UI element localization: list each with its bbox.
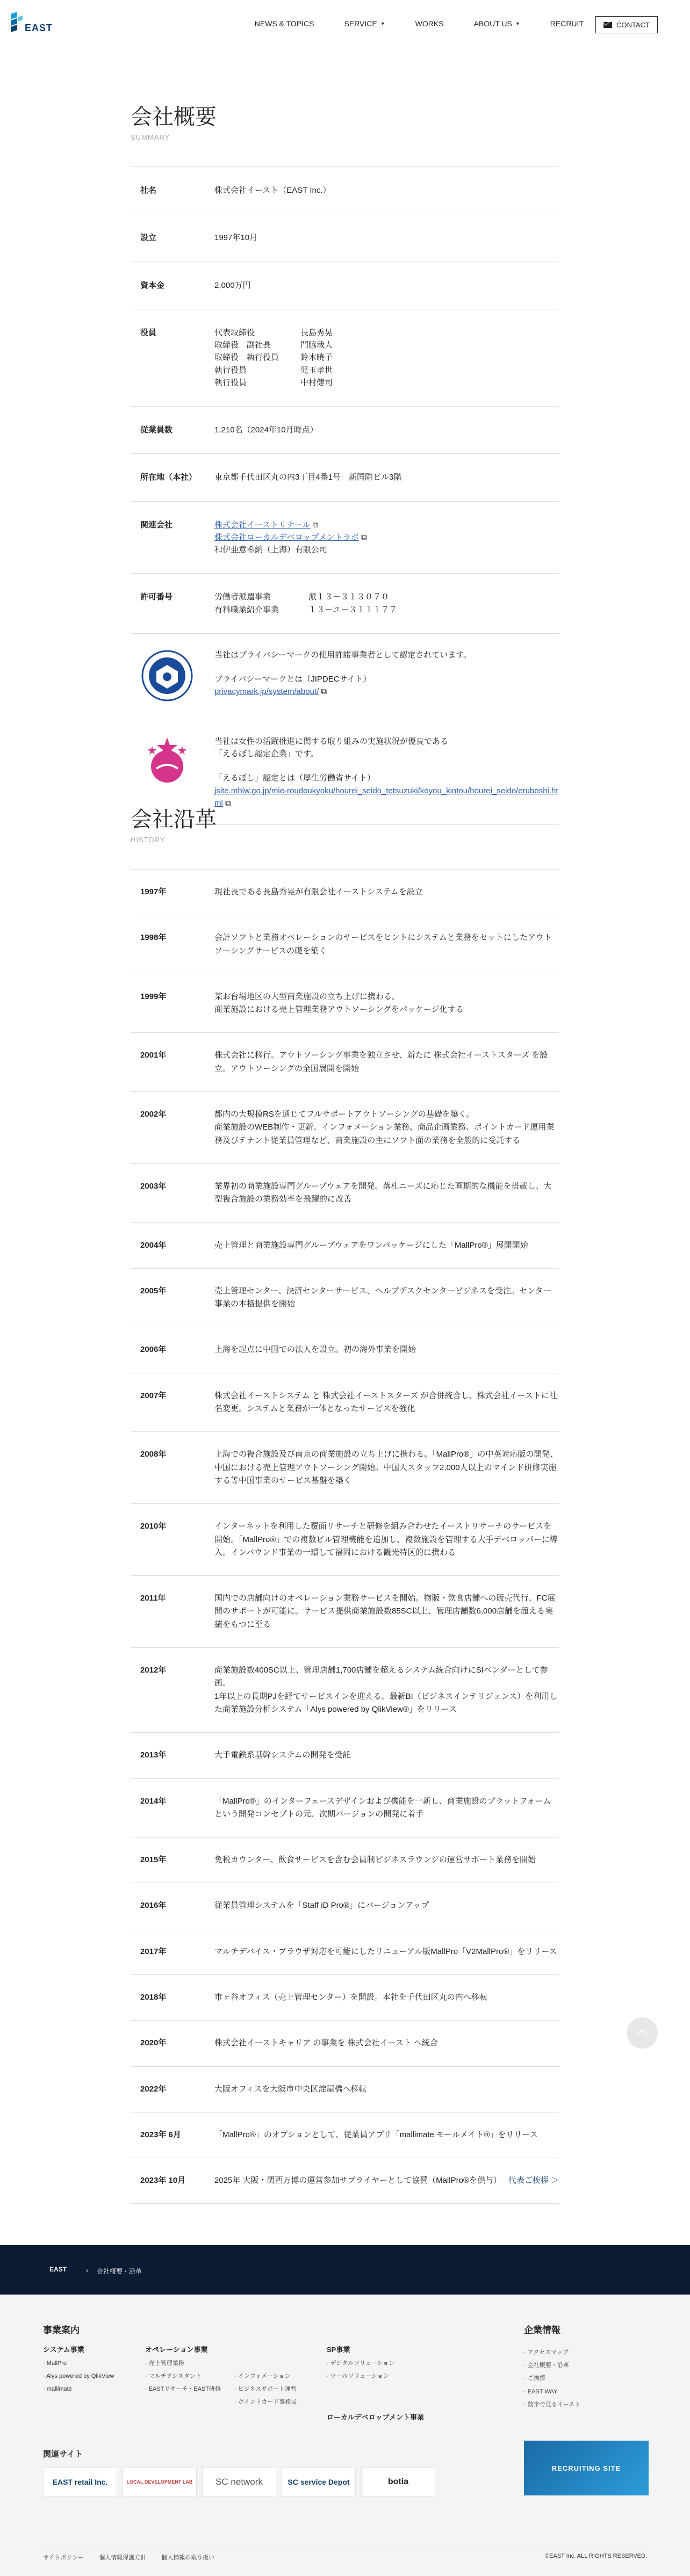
footer-link[interactable]: · 会社概要・沿革 — [524, 2362, 569, 2369]
nav-news[interactable] — [240, 19, 329, 28]
history-row — [131, 2021, 559, 2066]
history-row — [131, 1432, 559, 1504]
history-row — [131, 1327, 559, 1373]
table-row — [131, 574, 559, 634]
history-row — [131, 1223, 559, 1269]
nav-about[interactable] — [459, 19, 535, 28]
row-label: 所在地（本社） — [140, 473, 197, 482]
history-row — [131, 2158, 559, 2204]
local-dev-lab-logo[interactable]: LOCAL DEVELOPMENT LAB — [123, 2468, 197, 2497]
history-text: 大阪オフィスを大阪市中央区淀屋橋へ移転 — [214, 2084, 367, 2094]
table-row — [131, 502, 559, 574]
footer-link[interactable]: · ポイントカード事務局 — [234, 2399, 297, 2406]
company-list — [524, 2346, 580, 2411]
footer-logo[interactable]: EAST — [49, 2266, 67, 2273]
summary-subtitle: SUMMARY — [131, 133, 170, 141]
footer-link[interactable]: · インフォメーション — [234, 2373, 291, 2379]
privacymark-desc: 当社はプライバシーマークの使用許諾事業者として認定されています。 — [214, 650, 472, 660]
row-label: 関連会社 — [140, 520, 173, 530]
external-link-icon: ⧉ — [361, 532, 367, 542]
footer-link[interactable]: · デジタルソリューション — [327, 2360, 395, 2367]
caret-down-icon: ▼ — [515, 21, 520, 26]
officers-list — [214, 327, 559, 389]
license-type: 労働者派遣事業 — [214, 592, 271, 602]
privacymark-text — [214, 649, 559, 705]
history-text: 都内の大規模RSを通じてフルサポートアウトソーシングの基礎を築く。 商業施設のWEB制作・更新、インフォメーション業務、商品企画業務、ポイントカード運用業務及びテナント従業員管理など、商業施設の主にソフト面の業務を全般的に受託する — [214, 1110, 555, 1145]
license-type: 有料職業紹介事業 — [214, 605, 279, 614]
footer-link[interactable]: · MallPro — [43, 2360, 67, 2367]
history-text: 業界初の商業施設専門グループウェアを開発。落札ニーズに応じた画期的な機能を搭載し、大型複合施設の業務効率を飛躍的に改善 — [214, 1181, 552, 1204]
history-text: マルチデバイス・ブラウザ対応を可能にしたリニューアル版MallPro「V2MallPro®」をリリース — [214, 1947, 557, 1956]
summary-table — [131, 167, 559, 825]
row-value: 株式会社イースト（EAST Inc.） — [214, 186, 331, 195]
sc-service-depot-logo[interactable]: SC service Depot — [282, 2468, 356, 2497]
history-year: 2008年 — [140, 1450, 167, 1459]
row-label: 資本金 — [140, 280, 165, 290]
history-row — [131, 1975, 559, 2021]
sc-network-logo[interactable]: SC network — [202, 2468, 276, 2497]
history-year: 2022年 — [140, 2084, 167, 2094]
ops-list-2 — [234, 2370, 297, 2409]
history-text: インターネットを利用した覆面リサーチと研修を組み合わせたイーストリサーチのサービスを開始。「MallPro®」での複数ビル管理機能を追加し、複数施設を管理する大手デベロッパーに導入。インバウンド事業の一環して福岡における観光特区的に携わる — [214, 1522, 558, 1557]
history-text: 株式会社イーストシステム と 株式会社イーストスターズ が合併統合し、株式会社イーストに社名変更。システムと業務が一体となったサービスを強化 — [214, 1391, 557, 1414]
history-year: 1999年 — [140, 992, 167, 1001]
row-label: 役員 — [140, 328, 157, 337]
scroll-to-top-button[interactable] — [627, 2017, 658, 2049]
sp-list — [327, 2357, 394, 2383]
history-year: 2020年 — [140, 2038, 167, 2048]
history-text: 売上管理センター、決済センターサービス、ヘルプデスクセンタービジネスを受注。センター事業の本格提供を開始 — [214, 1286, 551, 1309]
footer-link[interactable]: · 数字で見るイースト — [524, 2401, 581, 2408]
eruboshi-desc2: 「えるぼし認定企業」です。 — [214, 749, 319, 758]
history-row — [131, 1648, 559, 1733]
footer-link[interactable]: · ビジネスサポート運営 — [234, 2386, 297, 2393]
history-row — [131, 1929, 559, 1975]
history-subtitle: HISTORY — [131, 836, 166, 844]
external-link-icon: ⧉ — [321, 687, 327, 697]
eruboshi-link[interactable]: jsite.mhlw.go.jp/mie-roudoukyoku/hourei_seido_tetsuzuki/koyou_kintou/hourei_seido/eruboshi.html — [214, 786, 558, 808]
site-footer — [0, 2295, 690, 2576]
chevron-right-icon: › — [86, 2267, 88, 2274]
history-row — [131, 1733, 559, 1778]
botia-logo[interactable]: botia — [361, 2468, 435, 2497]
footer-link[interactable]: · マルチアシスタント — [145, 2373, 202, 2380]
history-year: 2014年 — [140, 1796, 167, 1806]
officer-title: 取締役 副社長 — [214, 341, 271, 350]
table-row — [131, 214, 559, 262]
eruboshi-label: 「えるぼし」認定とは（厚生労働省サイト） — [214, 773, 375, 783]
ceo-greeting-link[interactable]: 代表ご挨拶 ＞ — [508, 2176, 559, 2185]
history-row — [131, 2112, 559, 2158]
history-year: 2013年 — [140, 1750, 167, 1760]
table-row — [131, 309, 559, 407]
history-year: 2004年 — [140, 1240, 167, 1250]
footer-link[interactable]: · ツールソリューション — [327, 2373, 389, 2380]
history-year: 2015年 — [140, 1855, 167, 1865]
logo-mark-icon — [11, 12, 23, 32]
history-text: 売上管理と商業施設専門グループウェアをワンパッケージにした「MallPro®」展開開始 — [214, 1240, 528, 1250]
privacymark-label: プライバシーマークとは（JIPDECサイト） — [214, 675, 371, 684]
history-text: 上海を起点に中国での法人を設立。初の海外事業を開始 — [214, 1345, 416, 1355]
recruiting-site-banner[interactable]: RECRUITING SITE — [524, 2441, 649, 2495]
related-logos — [43, 2468, 435, 2497]
table-row — [131, 454, 559, 501]
row-value: 2,000万円 — [214, 280, 251, 290]
history-title: 会社沿革 — [131, 808, 217, 831]
related-heading: 関連サイト — [43, 2450, 83, 2459]
privacymark-icon — [140, 649, 194, 703]
officer-title: 執行役員 — [214, 365, 247, 375]
privacy-policy-link[interactable]: 個人情報保護方針 — [99, 2555, 147, 2561]
history-text: 市ヶ谷オフィス（売上管理センター）を開設。本社を千代田区丸の内へ移転 — [214, 1992, 487, 2002]
history-row — [131, 1269, 559, 1328]
license-number: 派１３－３１３０７０ — [308, 592, 390, 602]
eruboshi-icon — [140, 735, 194, 789]
officer-name: 門脇哉人 — [300, 341, 333, 350]
breadcrumb-band — [0, 2245, 690, 2295]
logo-text: EAST — [25, 23, 53, 33]
nav-works-label: WORKS — [415, 19, 444, 28]
breadcrumb — [86, 2267, 142, 2276]
history-year: 2012年 — [140, 1666, 167, 1675]
history-year: 2002年 — [140, 1110, 167, 1119]
external-link-icon: ⧉ — [225, 798, 231, 808]
officer-name: 児玉孝世 — [300, 365, 333, 375]
history-text: 某お台場地区の大型商業施設の立ち上げに携わる。 商業施設における売上管理業務アウトソーシングをパッケージ化する — [214, 992, 464, 1015]
footer-link[interactable]: · 売上管理業務 — [145, 2360, 184, 2367]
history-row — [131, 915, 559, 974]
contact-button[interactable] — [595, 16, 658, 33]
history-year: 2017年 — [140, 1947, 167, 1956]
summary-title: 会社概要 — [131, 105, 217, 129]
history-row — [131, 974, 559, 1033]
ops-list-1 — [145, 2357, 221, 2396]
officer-name: 鈴木暁子 — [300, 353, 333, 363]
history-row — [131, 1164, 559, 1223]
officer-title: 執行役員 — [214, 378, 247, 387]
row-label: 設立 — [140, 233, 157, 243]
external-link-icon: ⧉ — [312, 520, 319, 530]
table-row — [131, 167, 559, 214]
history-row — [131, 870, 559, 915]
officer-title: 代表取締役 — [214, 328, 255, 337]
history-year: 2005年 — [140, 1286, 167, 1296]
history-year: 2023年 10月 — [140, 2176, 186, 2186]
history-row — [131, 1883, 559, 1929]
system-list — [43, 2357, 114, 2396]
history-year: 2011年 — [140, 1594, 166, 1603]
footer-link[interactable]: · アクセスマップ — [524, 2349, 569, 2356]
nav-recruit[interactable] — [535, 19, 599, 28]
history-year: 2007年 — [140, 1391, 167, 1400]
site-header — [0, 0, 690, 49]
row-label: 許可番号 — [140, 592, 173, 602]
business-heading: 事業案内 — [43, 2325, 80, 2335]
history-row — [131, 1837, 559, 1883]
officer-name: 長島秀晃 — [300, 328, 333, 337]
contact-label: CONTACT — [616, 20, 650, 29]
licenses — [214, 591, 559, 616]
row-value: 東京都千代田区丸の内3丁目4番1号 新国際ビル3階 — [214, 473, 402, 482]
row-label: 社名 — [140, 186, 157, 195]
history-table — [131, 869, 559, 2204]
history-year: 2023年 6月 — [140, 2130, 181, 2139]
nav-service[interactable] — [329, 19, 400, 28]
footer-link[interactable]: · EAST WAY — [524, 2388, 558, 2395]
history-text: 2025年 大阪・関西万博の運営参加サプライヤーとして協賛（MallPro®を供与） — [214, 2176, 501, 2186]
officer-name: 中村健司 — [300, 378, 333, 387]
history-text: 株式会社イーストキャリア の事業を 株式会社イースト へ統合 — [214, 2038, 439, 2048]
eruboshi-desc: 当社は女性の活躍推進に関する取り組みの実施状況が優良である — [214, 736, 449, 746]
eruboshi-text — [214, 735, 559, 809]
history-row — [131, 1779, 559, 1838]
footer-link[interactable]: · ご挨拶 — [524, 2375, 545, 2382]
footer-link[interactable]: · mallimate — [43, 2386, 72, 2393]
history-text: 大手電鉄系基幹システムの開発を受託 — [214, 1750, 351, 1760]
table-row — [131, 262, 559, 309]
history-year: 1998年 — [140, 933, 167, 943]
row-value: 1997年10月 — [214, 233, 258, 243]
history-text: 免税カウンター、飲食サービスを含む会員制ビジネスラウンジの運営サポート業務を開始 — [214, 1855, 536, 1865]
footer-bottom — [43, 2544, 647, 2561]
table-row — [131, 407, 559, 454]
history-row — [131, 1092, 559, 1164]
history-row — [131, 2067, 559, 2112]
east-retail-logo[interactable]: EAST retail Inc. — [43, 2468, 117, 2497]
privacymark-link[interactable]: privacymark.jp/system/about/ — [214, 687, 319, 697]
license-number: １３－ユ－３１１１７７ — [308, 605, 398, 614]
related-companies — [214, 519, 559, 556]
history-text: 商業施設数400SC以上、管理店舗1,700店舗を超えるシステム統合向けにSIベンダーとして参画。 1年以上の長期PJを経てサービスインを迎える。最新BI（ビジネスインテリジェンス）を利用した商業施設分析システム「Alys powered by QlikView®」をリリース — [214, 1666, 558, 1714]
history-row — [131, 1576, 559, 1648]
history-text: 上海での複合施設及び南京の商業施設の立ち上げに携わる。「MallPro®」の中英対応版の開発、中国における売上管理アウトソーシング開始。中国人スタッフ2,000人以上のマインド研修実施する等中国事業のサービス基盤を築く — [214, 1450, 558, 1485]
footer-link[interactable]: · Alys powered by QlikView — [43, 2373, 114, 2380]
officer-title: 取締役 執行役員 — [214, 353, 279, 363]
nav-recruit-label: RECRUIT — [550, 19, 584, 28]
nav-works[interactable] — [400, 19, 459, 28]
site-policy-link[interactable]: サイトポリシー — [43, 2555, 84, 2561]
nav-service-label: SERVICE — [344, 19, 377, 28]
east-logo[interactable] — [11, 12, 59, 38]
history-row — [131, 1373, 559, 1432]
breadcrumb-current: 会社概要・沿革 — [97, 2268, 142, 2275]
history-row — [131, 1033, 559, 1092]
history-year: 2010年 — [140, 1522, 167, 1531]
history-text: 「MallPro®」のインターフェースデザインおよび機能を一新し、商業施設のプラットフォームという開発コンセプトの元、次期バージョンの開発に着手 — [214, 1796, 551, 1819]
history-text: 「MallPro®」のオプションとして、従業員アプリ「mallimate モールメイト®」をリリース — [214, 2130, 538, 2139]
history-year: 2018年 — [140, 1992, 167, 2002]
row-label: 従業員数 — [140, 425, 173, 435]
history-text: 国内での店舗向けのオペレーション業務サービスを開始。物販・飲食店舗への販売代行、FC展開のサポートが可能に。サービス提供商業施設数85SC以上、管理店舗数6,000店舗を超える実績をもつに至る — [214, 1594, 556, 1629]
copyright: ©EAST Inc. ALL RIGHTS RESERVED. — [544, 2553, 647, 2559]
history-text: 現社長である長島秀晃が有限会社イーストシステムを設立 — [214, 887, 423, 896]
east-retail-link[interactable]: 株式会社イーストリテール — [214, 520, 311, 530]
privacymark-row — [131, 634, 559, 720]
row-value: 1,210名（2024年10月時点） — [214, 425, 318, 435]
mail-icon — [603, 22, 612, 28]
sp-heading[interactable]: SP事業 — [327, 2346, 350, 2354]
company-heading: 企業情報 — [524, 2325, 560, 2335]
history-year: 2016年 — [140, 1901, 167, 1911]
history-year: 2003年 — [140, 1181, 167, 1191]
history-text: 会計ソフトと業務オペレーションのサービスをヒントにシステムと業務をセットにしたアウトソーシングサービスの礎を築く — [214, 933, 552, 956]
local-dev-lab-link[interactable]: 株式会社ローカルデベロップメントラボ — [214, 532, 359, 542]
local-dev-heading[interactable]: ローカルデベロップメント事業 — [327, 2413, 424, 2421]
main-nav — [240, 19, 599, 28]
history-row — [131, 1504, 559, 1576]
footer-link[interactable]: · EASTリサーチ・EAST研修 — [145, 2386, 221, 2393]
history-year: 1997年 — [140, 887, 167, 896]
personal-info-link[interactable]: 個人情報の取り扱い — [161, 2555, 215, 2561]
nav-about-label: ABOUT US — [473, 19, 512, 28]
caret-down-icon: ▼ — [380, 21, 385, 26]
history-year: 2001年 — [140, 1051, 167, 1060]
ops-heading[interactable]: オペレーション事業 — [145, 2346, 208, 2354]
history-text: 従業員管理システムを「Staff iD Pro®」にバージョンアップ — [214, 1901, 429, 1911]
nav-news-label: NEWS & TOPICS — [254, 19, 314, 28]
system-heading[interactable]: システム事業 — [43, 2346, 84, 2354]
shanghai-company: 和伊亜意希納（上海）有限公司 — [214, 545, 328, 554]
history-year: 2006年 — [140, 1345, 167, 1355]
history-text: 株式会社に移行。アウトソーシング事業を独立させ、新たに 株式会社イーストスターズ を設立。アウトソーシングの全国展開を開始 — [214, 1051, 548, 1073]
